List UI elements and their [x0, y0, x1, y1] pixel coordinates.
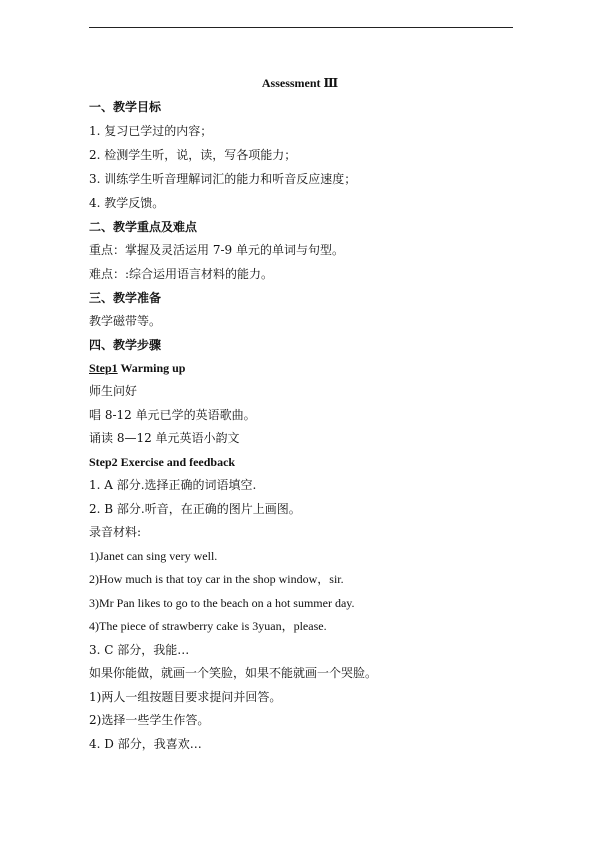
step2-line: 如果你能做，就画一个笑脸，如果不能就画一个哭脸。: [89, 666, 378, 680]
step1-title: Warming up: [117, 361, 186, 375]
step1-line: 师生问好: [89, 384, 138, 398]
step2-line: 2. B 部分.听音，在正确的图片上画图。: [89, 502, 301, 516]
step2-line: 1)Janet can sing very well.: [89, 549, 218, 563]
preparation-heading: 三、教学准备: [89, 291, 162, 305]
objective-item: 2. 检测学生听，说，读，写各项能力；: [89, 148, 297, 162]
step2-line: 2)选择一些学生作答。: [89, 713, 210, 727]
step1-line: 诵读 8—12 单元英语小韵文: [89, 431, 240, 445]
header-rule: [89, 27, 513, 28]
objective-item: 1. 复习已学过的内容；: [89, 124, 213, 138]
step1-line: 唱 8-12 单元已学的英语歌曲。: [89, 408, 256, 422]
objective-item: 3. 训练学生听音理解词汇的能力和听音反应速度；: [89, 172, 357, 186]
objective-item: 4. 教学反馈。: [89, 196, 165, 210]
step2-line: 4)The piece of strawberry cake is 3yuan，please.: [89, 619, 327, 633]
step2-line: 录音材料:: [89, 525, 142, 539]
key-points-heading: 二、教学重点及难点: [89, 220, 198, 234]
step2-line: 2)How much is that toy car in the shop window，sir.: [89, 572, 344, 586]
step2-line: 1)两人一组按题目要求提问并回答。: [89, 690, 282, 704]
objectives-heading: 一、教学目标: [89, 100, 162, 114]
key-point-difficulty: 难点：:综合运用语言材料的能力。: [89, 267, 274, 281]
step2-line: 3)Mr Pan likes to go to the beach on a hot summer day.: [89, 596, 355, 610]
step2-heading: Step2 Exercise and feedback: [89, 455, 236, 469]
step2-line: 3. C 部分，我能…: [89, 643, 190, 657]
step2-line: 4. D 部分，我喜欢…: [89, 737, 202, 751]
procedure-heading: 四、教学步骤: [89, 338, 162, 352]
preparation-text: 教学磁带等。: [89, 314, 162, 328]
step1-heading: [89, 361, 185, 375]
key-point-focus: 重点：掌握及灵活运用 7-9 单元的单词与句型。: [89, 243, 344, 257]
step2-line: 1. A 部分.选择正确的词语填空.: [89, 478, 257, 492]
step1-label: Step1: [89, 361, 118, 375]
document-title: Assessment Ⅲ: [261, 76, 339, 90]
